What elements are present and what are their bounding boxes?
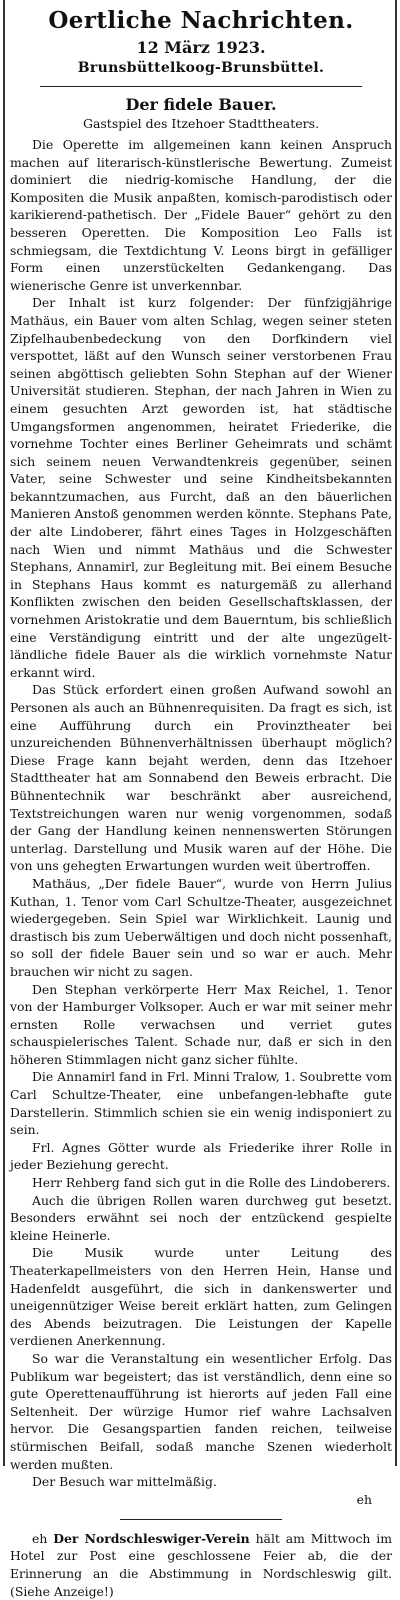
notice-organization: Der Nordschleswiger-Verein: [53, 1530, 250, 1546]
notice-divider: [120, 1519, 282, 1520]
article-body: [10, 136, 392, 1491]
section-title: Oertliche Nachrichten.: [48, 7, 354, 34]
article-paragraph: Die Operette im allgemeinen kann keinen Anspruch machen auf literarisch-künstlerische Bewertung. Zumeist dominiert die niedrig-komische Handlung, der die Kompositen die Musik anpaßten, komisch-parodistisch oder karikierend-pathetisch. Der „Fidele Bauer“ gehört zu den besseren Operetten. Die Komposition Leo Falls ist schmiegsam, die Textdichtung V. Leons birgt in gefälliger Form einen unzerstückelten Gedankengang. Das wienerische Genre ist unverkennbar.: [10, 137, 392, 293]
left-column-rule: [3, 0, 5, 1466]
article-paragraph: Auch die übrigen Rollen waren durchweg gut besetzt. Besonders erwähnt sei noch der entzückend gespielte kleine Heinerle.: [10, 1192, 392, 1243]
article-header: [10, 95, 392, 132]
article-paragraph: Die Musik wurde unter Leitung des Theaterkapellmeisters von den Herren Hein, Hanse und Hadenfeldt ausgeführt, die sich in dankenswerter und uneigennütziger Weise bereit erklärt hatten, zum Gelingen des Abends beizutragen. Die Leistungen der Kapelle verdienen Anerkennung.: [10, 1245, 392, 1349]
notice-paragraph: [10, 1530, 392, 1600]
notice-prefix: eh: [32, 1530, 48, 1546]
article-paragraph: Der Inhalt ist kurz folgender: Der fünfzigjährige Mathäus, ein Bauer vom alten Schlag, wegen seiner steten Zipfelhaubenbedeckung von den Dorfkindern viel verspottet, läßt auf den Wunsch seiner verstorbenen Frau seinen abgöttisch geliebten Sohn Stephan auf der Wiener Universität studieren. Stephan, der nach Jahren in Wien zu einem gesuchten Arzt geworden ist, hat städtische Umgangsformen angenommen, heiratet Friederike, die vornehme Tochter eines Berliner Geheimrats und schämt sich seinem neuen Verwandtenkreis gegenüber, seinen Vater, seine Schwester und seine Kindheitsbekannten bekanntzumachen, aus Furcht, daß an den bäuerlichen Manieren Anstoß genommen werden könnte. Stephans Pate, der alte Lindoberer, fährt eines Tages in Holzgeschäften nach Wien und nimmt Mathäus und die Schwester Stephans, Annamirl, zur Begleitung mit. Bei einem Besuche in Stephans Haus kommt es naturgemäß zu allerhand Konflikten zwischen den beiden Gesellschaftsklassen, der vornehmen Aristokratie und dem Bauerntum, bis schließlich eine Verständigung eintritt und der alte ungezügelt-ländliche fidele Bauer als die wirklich vornehmste Natur erkannt wird.: [10, 295, 392, 680]
header-divider: [40, 86, 362, 87]
article-paragraph: Der Besuch war mittelmäßig.: [32, 1474, 217, 1490]
article-paragraph: Herr Rehberg fand sich gut in die Rolle des Lindoberers.: [32, 1175, 391, 1191]
article-paragraph: So war die Veranstaltung ein wesentlicher Erfolg. Das Publikum war begeistert; das ist verständlich, denn eine so gute Operettenaufführung ist hierorts auf jeden Fall eine Seltenheit. Der würzige Humor rief wahre Lachsalven hervor. Die Gesangspartien fanden reichen, teilweise stürmischen Beifall, sodaß manche Szenen wiederholt werden mußten.: [10, 1350, 392, 1472]
notice-text: hält am Mittwoch im Hotel zur Post eine geschlossene Feier ab, die der Erinnerung an die Abstimmung in Nordschleswig gilt. (Siehe Anzeige!): [10, 1530, 392, 1599]
article-paragraph: Frl. Agnes Götter wurde als Friederike ihrer Rolle in jeder Beziehung gerecht.: [10, 1139, 392, 1173]
right-column-rule: [395, 0, 397, 1466]
article-paragraph: Die Annamirl fand in Frl. Minni Tralow, 1. Soubrette vom Carl Schultze-Theater, eine unbefangen-lebhafte gute Darstellerin. Stimmlich schien sie ein wenig indisponiert zu sein.: [10, 1069, 392, 1138]
author-signature: eh: [356, 1491, 372, 1507]
article-paragraph: Mathäus, „Der fidele Bauer“, wurde von Herrn Julius Kuthan, 1. Tenor vom Carl Schultze-Theater, ausgezeichnet wiedergegeben. Sein Spiel war Wirklichkeit. Launig und drastisch bis zum Ueberwältigen und doch nicht possenhaft, so soll der fidele Bauer sein und so war er auch. Mehr brauchen wir nicht zu sagen.: [10, 875, 392, 979]
article-title: Der fidele Bauer.: [125, 95, 277, 114]
section-header: [10, 6, 392, 78]
article-subtitle: Gastspiel des Itzehoer Stadttheaters.: [82, 116, 320, 131]
article-paragraph: Den Stephan verkörperte Herr Max Reichel, 1. Tenor von der Hamburger Volksoper. Auch er war mit seiner mehr ernsten Rolle verwachsen und verriet gutes schauspielerisches Talent. Schade nur, daß er sich in den höheren Stimmlagen nicht ganz sicher fühlte.: [10, 981, 392, 1067]
place-line: Brunsbüttelkoog-Brunsbüttel.: [77, 60, 325, 76]
newspaper-column: [10, 0, 392, 1599]
article-paragraph: Das Stück erfordert einen großen Aufwand sowohl an Personen als auch an Bühnenrequisiten. Da fragt es sich, ist eine Aufführung durch ein Provinztheater bei unzureichenden Bühnenverhältnissen überhaupt möglich? Diese Frage kann bejaht werden, denn das Itzehoer Stadttheater hat am Sonnabend den Beweis erbracht. Die Bühnentechnik war beschränkt aber ausreichend, Textstreichungen waren nur wenig vorgenommen, sodaß der Gang der Handlung keinen nennenswerten Störungen unterlag. Darstellung und Musik waren auf der Höhe. Die von uns gehegten Erwartungen wurden weit übertroffen.: [10, 682, 392, 874]
issue-date: 12 März 1923.: [136, 38, 266, 57]
